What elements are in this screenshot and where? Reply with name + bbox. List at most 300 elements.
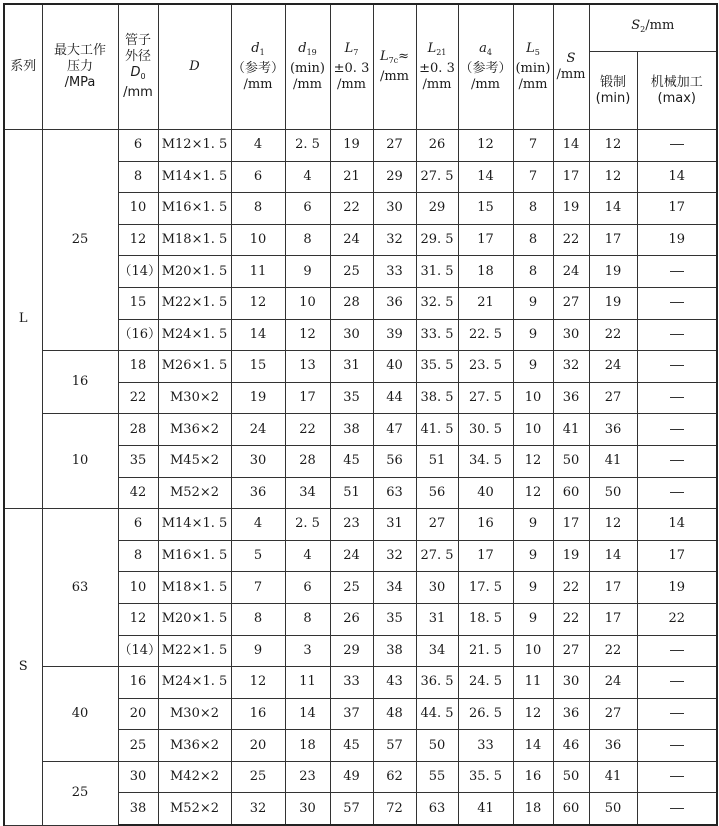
cell-S2-machined (637, 382, 717, 414)
cell-S2-forged: 41 (589, 761, 637, 793)
cell-d19: 4 (285, 540, 330, 572)
cell-S2-machined (637, 635, 717, 667)
cell-thread-D: M14×1. 5 (158, 161, 231, 193)
cell-S2-forged: 17 (589, 224, 637, 256)
cell-L7: 23 (330, 509, 373, 541)
cell-L7c: 44 (373, 382, 416, 414)
cell-thread-D: M22×1. 5 (158, 287, 231, 319)
cell-pipe-od: 8 (118, 161, 158, 193)
cell-a4: 41 (458, 793, 513, 825)
cell-a4: 33 (458, 730, 513, 762)
cell-pipe-od: 15 (118, 287, 158, 319)
cell-pipe-od: 35 (118, 445, 158, 477)
cell-L7c: 32 (373, 540, 416, 572)
cell-pipe-od: 12 (118, 224, 158, 256)
cell-L7: 29 (330, 635, 373, 667)
cell-d1: 6 (231, 161, 285, 193)
cell-pipe-od: 10 (118, 572, 158, 604)
cell-d19: 4 (285, 161, 330, 193)
header-S-symbol: S (566, 51, 576, 66)
cell-L5: 11 (513, 667, 553, 699)
header-series: 系列 (4, 4, 42, 130)
pressure-cell: 25 (42, 130, 118, 351)
cell-L5: 12 (513, 477, 553, 509)
cell-d1: 19 (231, 382, 285, 414)
cell-S2-machined (637, 445, 717, 477)
cell-d19: 22 (285, 414, 330, 446)
cell-L5: 9 (513, 351, 553, 383)
cell-S: 36 (553, 698, 589, 730)
cell-d19: 8 (285, 224, 330, 256)
cell-thread-D: M52×2 (158, 793, 231, 825)
cell-a4: 34. 5 (458, 445, 513, 477)
cell-L7: 33 (330, 667, 373, 699)
cell-S2-forged: 22 (589, 635, 637, 667)
cell-L5: 8 (513, 224, 553, 256)
header-a4-unit: /mm (470, 77, 501, 92)
cell-a4: 18. 5 (458, 603, 513, 635)
header-L5 (513, 4, 553, 130)
cell-L7: 51 (330, 477, 373, 509)
cell-L21: 36. 5 (416, 667, 458, 699)
header-S (553, 4, 589, 130)
cell-pipe-od: 18 (118, 351, 158, 383)
cell-L21: 31 (416, 603, 458, 635)
cell-S2-machined: 14 (637, 161, 717, 193)
cell-L7c: 39 (373, 319, 416, 351)
cell-d1: 20 (231, 730, 285, 762)
cell-L7: 22 (330, 193, 373, 225)
cell-pipe-od: 16 (118, 667, 158, 699)
cell-d19: 30 (285, 793, 330, 825)
cell-d19: 2. 5 (285, 130, 330, 162)
cell-L5: 9 (513, 287, 553, 319)
cell-dash (670, 271, 684, 272)
cell-L7c: 38 (373, 635, 416, 667)
cell-thread-D: M22×1. 5 (158, 635, 231, 667)
cell-L21: 31. 5 (416, 256, 458, 288)
cell-d1: 25 (231, 761, 285, 793)
cell-d19: 18 (285, 730, 330, 762)
cell-S2-forged: 14 (589, 193, 637, 225)
cell-d1: 7 (231, 572, 285, 604)
cell-L7c: 27 (373, 130, 416, 162)
cell-L7: 49 (330, 761, 373, 793)
cell-S: 41 (553, 414, 589, 446)
header-a4-note: （参考） (459, 61, 512, 76)
header-machined-note: (max) (657, 90, 696, 106)
cell-d19: 10 (285, 287, 330, 319)
cell-S2-forged: 41 (589, 445, 637, 477)
cell-S: 17 (553, 161, 589, 193)
header-L21-symbol: $L_{21}$ (427, 41, 447, 57)
cell-dash (670, 365, 684, 366)
cell-S2-machined (637, 698, 717, 730)
cell-S2-forged: 12 (589, 509, 637, 541)
cell-a4: 21 (458, 287, 513, 319)
cell-pipe-od: 30 (118, 761, 158, 793)
header-d1-note: （参考） (231, 61, 284, 76)
cell-d1: 4 (231, 130, 285, 162)
cell-S2-forged: 36 (589, 414, 637, 446)
pressure-cell: 40 (42, 667, 118, 762)
cell-L7: 37 (330, 698, 373, 730)
cell-S2-forged: 17 (589, 603, 637, 635)
cell-thread-D: M36×2 (158, 414, 231, 446)
cell-S2-forged: 19 (589, 256, 637, 288)
cell-S2-machined (637, 351, 717, 383)
series-cell: L (4, 130, 42, 509)
cell-S2-forged: 36 (589, 730, 637, 762)
cell-dash (670, 713, 684, 714)
cell-thread-D: M12×1. 5 (158, 130, 231, 162)
cell-dash (670, 429, 684, 430)
header-S2: $S_2/mm$ (589, 4, 717, 52)
cell-L5: 10 (513, 382, 553, 414)
header-forged (589, 52, 637, 130)
cell-a4: 24. 5 (458, 667, 513, 699)
cell-L5: 8 (513, 256, 553, 288)
cell-S: 50 (553, 761, 589, 793)
cell-L7c: 62 (373, 761, 416, 793)
cell-L21: 55 (416, 761, 458, 793)
cell-L5: 18 (513, 793, 553, 825)
cell-L7: 45 (330, 445, 373, 477)
cell-L7: 25 (330, 572, 373, 604)
cell-L7c: 35 (373, 603, 416, 635)
cell-S: 14 (553, 130, 589, 162)
cell-L5: 16 (513, 761, 553, 793)
cell-a4: 27. 5 (458, 382, 513, 414)
cell-dash (670, 397, 684, 398)
cell-thread-D: M52×2 (158, 477, 231, 509)
cell-S2-machined (637, 730, 717, 762)
cell-S2-forged: 12 (589, 130, 637, 162)
cell-dash (670, 745, 684, 746)
cell-L5: 7 (513, 161, 553, 193)
cell-dash (670, 776, 684, 777)
cell-a4: 30. 5 (458, 414, 513, 446)
cell-a4: 17. 5 (458, 572, 513, 604)
cell-L7: 19 (330, 130, 373, 162)
cell-S2-machined (637, 477, 717, 509)
cell-S2-forged: 50 (589, 477, 637, 509)
series-cell: S (4, 509, 42, 825)
cell-pipe-od: 22 (118, 382, 158, 414)
cell-S: 22 (553, 603, 589, 635)
cell-thread-D: M14×1. 5 (158, 509, 231, 541)
cell-L5: 8 (513, 193, 553, 225)
cell-a4: 12 (458, 130, 513, 162)
cell-pipe-od: 25 (118, 730, 158, 762)
cell-S2-forged: 12 (589, 161, 637, 193)
header-forged-label: 锻制 (599, 74, 626, 90)
cell-L5: 10 (513, 414, 553, 446)
cell-d19: 14 (285, 698, 330, 730)
cell-S2-machined (637, 793, 717, 825)
cell-d1: 36 (231, 477, 285, 509)
cell-thread-D: M24×1. 5 (158, 319, 231, 351)
table-row (4, 509, 717, 541)
header-L7-tolerance: ±0. 3 (333, 61, 370, 76)
cell-L21: 34 (416, 635, 458, 667)
header-machined (637, 52, 717, 130)
cell-L7: 26 (330, 603, 373, 635)
table-row (4, 667, 717, 699)
cell-S2-forged: 19 (589, 287, 637, 319)
cell-d1: 8 (231, 193, 285, 225)
cell-a4: 26. 5 (458, 698, 513, 730)
cell-L7: 57 (330, 793, 373, 825)
cell-S: 46 (553, 730, 589, 762)
cell-d19: 6 (285, 193, 330, 225)
cell-S2-forged: 24 (589, 667, 637, 699)
cell-L7c: 31 (373, 509, 416, 541)
cell-d19: 11 (285, 667, 330, 699)
cell-pipe-od: 8 (118, 540, 158, 572)
cell-d1: 15 (231, 351, 285, 383)
cell-L21: 29. 5 (416, 224, 458, 256)
table-row (4, 130, 717, 162)
cell-L7c: 29 (373, 161, 416, 193)
cell-L21: 38. 5 (416, 382, 458, 414)
cell-dash (670, 650, 684, 651)
cell-L7: 30 (330, 319, 373, 351)
header-max-pressure-line2: 压力 (66, 59, 93, 74)
cell-L7c: 63 (373, 477, 416, 509)
cell-thread-D: M24×1. 5 (158, 667, 231, 699)
cell-S: 32 (553, 351, 589, 383)
cell-L21: 56 (416, 477, 458, 509)
cell-pipe-od: 20 (118, 698, 158, 730)
cell-L21: 27. 5 (416, 161, 458, 193)
cell-d19: 12 (285, 319, 330, 351)
cell-L7c: 33 (373, 256, 416, 288)
cell-L21: 27. 5 (416, 540, 458, 572)
cell-L7c: 32 (373, 224, 416, 256)
cell-pipe-od: 6 (118, 509, 158, 541)
cell-pipe-od: （14） (118, 256, 158, 288)
cell-pipe-od: 28 (118, 414, 158, 446)
cell-pipe-od: 12 (118, 603, 158, 635)
header-a4 (458, 4, 513, 130)
pressure-cell: 16 (42, 351, 118, 414)
cell-dash (670, 808, 684, 809)
cell-d1: 12 (231, 667, 285, 699)
cell-dash (670, 681, 684, 682)
cell-L21: 51 (416, 445, 458, 477)
header-d1-unit: /mm (243, 77, 273, 92)
cell-S2-machined (637, 414, 717, 446)
cell-S: 30 (553, 319, 589, 351)
cell-a4: 21. 5 (458, 635, 513, 667)
cell-pipe-od: 42 (118, 477, 158, 509)
cell-a4: 16 (458, 509, 513, 541)
cell-L7c: 30 (373, 193, 416, 225)
cell-L21: 32. 5 (416, 287, 458, 319)
cell-L7: 45 (330, 730, 373, 762)
cell-S2-machined (637, 287, 717, 319)
header-d1 (231, 4, 285, 130)
cell-S2-forged: 14 (589, 540, 637, 572)
table-row (4, 351, 717, 383)
cell-S2-machined: 17 (637, 193, 717, 225)
cell-L7: 24 (330, 540, 373, 572)
cell-S2-forged: 50 (589, 793, 637, 825)
cell-a4: 17 (458, 224, 513, 256)
cell-d1: 10 (231, 224, 285, 256)
header-machined-label: 机械加工 (650, 74, 703, 90)
cell-S: 17 (553, 509, 589, 541)
cell-L5: 7 (513, 130, 553, 162)
cell-L7c: 36 (373, 287, 416, 319)
cell-a4: 23. 5 (458, 351, 513, 383)
cell-S: 19 (553, 193, 589, 225)
cell-L5: 9 (513, 540, 553, 572)
cell-thread-D: M18×1. 5 (158, 572, 231, 604)
header-pipe-unit: /mm (123, 85, 153, 100)
cell-L7: 35 (330, 382, 373, 414)
header-pipe-od (118, 4, 158, 130)
pressure-cell: 63 (42, 509, 118, 667)
cell-L21: 26 (416, 130, 458, 162)
header-S-unit: /mm (556, 67, 586, 82)
cell-dash (670, 144, 684, 145)
cell-S2-forged: 22 (589, 319, 637, 351)
cell-S2-machined: 14 (637, 509, 717, 541)
header-L7c-symbol: $L_{7c}\approx$ (379, 49, 410, 65)
fitting-dimensions-table (3, 3, 718, 826)
cell-L5: 9 (513, 603, 553, 635)
cell-S: 27 (553, 287, 589, 319)
cell-S2-machined (637, 667, 717, 699)
cell-S: 30 (553, 667, 589, 699)
cell-d1: 9 (231, 635, 285, 667)
cell-a4: 22. 5 (458, 319, 513, 351)
cell-S2-forged: 27 (589, 382, 637, 414)
cell-S: 60 (553, 793, 589, 825)
cell-dash (670, 302, 684, 303)
cell-L21: 63 (416, 793, 458, 825)
cell-dash (670, 334, 684, 335)
header-a4-symbol: $a_4$ (479, 41, 492, 57)
table-row (4, 761, 717, 793)
header-pipe-line2: 外径 (124, 49, 151, 64)
cell-thread-D: M36×2 (158, 730, 231, 762)
header-forged-note: (min) (595, 90, 631, 106)
header-D: D (158, 4, 231, 130)
header-L7-symbol: $L_7$ (344, 41, 359, 57)
cell-d19: 17 (285, 382, 330, 414)
header-d1-symbol: $d_1$ (251, 41, 265, 57)
cell-thread-D: M30×2 (158, 698, 231, 730)
cell-d1: 24 (231, 414, 285, 446)
cell-thread-D: M18×1. 5 (158, 224, 231, 256)
cell-a4: 14 (458, 161, 513, 193)
cell-L7: 24 (330, 224, 373, 256)
cell-L5: 9 (513, 572, 553, 604)
cell-L7c: 48 (373, 698, 416, 730)
cell-d19: 3 (285, 635, 330, 667)
header-L7-unit: /mm (336, 77, 367, 92)
cell-L21: 27 (416, 509, 458, 541)
cell-L7c: 43 (373, 667, 416, 699)
cell-S2-forged: 24 (589, 351, 637, 383)
header-L5-symbol: $L_5$ (526, 41, 540, 57)
header-d19-symbol: $d_{19}$ (298, 41, 317, 57)
cell-S: 22 (553, 224, 589, 256)
header-d19-unit: /mm (292, 77, 323, 92)
cell-L21: 44. 5 (416, 698, 458, 730)
cell-S2-machined: 19 (637, 572, 717, 604)
header-L21-unit: /mm (422, 77, 452, 92)
header-pipe-line1: 管子 (124, 33, 151, 48)
cell-pipe-od: 10 (118, 193, 158, 225)
cell-S2-forged: 17 (589, 572, 637, 604)
table-row (4, 414, 717, 446)
cell-thread-D: M42×2 (158, 761, 231, 793)
cell-thread-D: M45×2 (158, 445, 231, 477)
cell-d1: 11 (231, 256, 285, 288)
header-L21 (416, 4, 458, 130)
header-L5-note: (min) (515, 61, 551, 76)
cell-d19: 6 (285, 572, 330, 604)
cell-d1: 30 (231, 445, 285, 477)
cell-L21: 29 (416, 193, 458, 225)
cell-a4: 40 (458, 477, 513, 509)
cell-L7: 31 (330, 351, 373, 383)
header-L21-tolerance: ±0. 3 (419, 61, 455, 76)
cell-L5: 12 (513, 698, 553, 730)
cell-S: 24 (553, 256, 589, 288)
cell-L21: 33. 5 (416, 319, 458, 351)
cell-L5: 12 (513, 445, 553, 477)
cell-S2-machined: 19 (637, 224, 717, 256)
header-L7c-unit: /mm (379, 69, 410, 84)
cell-L7c: 56 (373, 445, 416, 477)
cell-pipe-od: （14） (118, 635, 158, 667)
cell-L7: 28 (330, 287, 373, 319)
cell-L7: 38 (330, 414, 373, 446)
header-L5-unit: /mm (518, 77, 548, 92)
cell-L7c: 57 (373, 730, 416, 762)
cell-d1: 5 (231, 540, 285, 572)
header-d19 (285, 4, 330, 130)
cell-S2-machined (637, 761, 717, 793)
cell-S: 22 (553, 572, 589, 604)
cell-L5: 9 (513, 319, 553, 351)
cell-a4: 15 (458, 193, 513, 225)
pressure-cell: 25 (42, 761, 118, 825)
cell-dash (670, 492, 684, 493)
cell-pipe-od: （16） (118, 319, 158, 351)
cell-d1: 4 (231, 509, 285, 541)
cell-S2-machined (637, 130, 717, 162)
cell-d1: 32 (231, 793, 285, 825)
cell-thread-D: M16×1. 5 (158, 193, 231, 225)
cell-L21: 41. 5 (416, 414, 458, 446)
cell-L5: 9 (513, 509, 553, 541)
cell-d19: 13 (285, 351, 330, 383)
cell-d1: 8 (231, 603, 285, 635)
cell-d19: 34 (285, 477, 330, 509)
cell-L5: 14 (513, 730, 553, 762)
cell-d19: 2. 5 (285, 509, 330, 541)
cell-d19: 9 (285, 256, 330, 288)
cell-L7: 25 (330, 256, 373, 288)
cell-pipe-od: 6 (118, 130, 158, 162)
cell-L21: 50 (416, 730, 458, 762)
